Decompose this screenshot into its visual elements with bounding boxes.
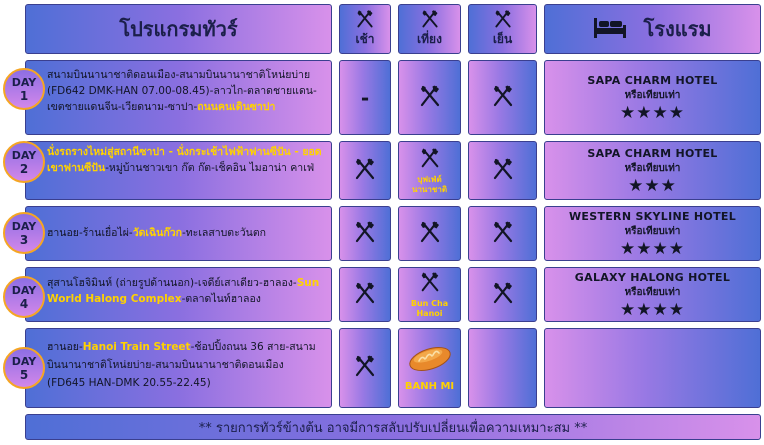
fork-knife-icon: [420, 9, 440, 29]
day-5-hotel: [544, 328, 761, 408]
day-2-breakfast: [339, 141, 391, 200]
lunch-note: BANH MI: [404, 380, 455, 392]
hotel-name: WESTERN SKYLINE HOTEL: [568, 209, 737, 223]
hotel-or-equivalent: หรือเทียบเท่า: [624, 225, 681, 237]
day-1-lunch: [398, 60, 461, 135]
header-dinner: [468, 4, 537, 54]
lunch-note: Bun Cha Hanoi: [410, 298, 449, 318]
day-2-dinner: [468, 141, 537, 200]
day-5-badge: DAY 5: [3, 347, 45, 389]
day-4-description: สุสานโฮจิมินห์ (ถ่ายรูปด้านนอก)-เจดีย์เสาเดียว-ฮาลอง-Sun World Halong Complex-ตลาดไนท์ฮาลอง: [47, 277, 320, 305]
day-4-breakfast: [339, 267, 391, 322]
fork-knife-icon: [419, 147, 441, 173]
dinner-label: เย็น: [492, 32, 513, 46]
bed-icon: [593, 15, 627, 43]
day-1-hotel: [544, 60, 761, 135]
hotel-stars: ★★★★: [620, 102, 685, 123]
fork-knife-icon: [353, 281, 377, 309]
day-3-lunch: [398, 206, 461, 261]
day-5-breakfast: [339, 328, 391, 408]
day-5-lunch: [398, 328, 461, 408]
day-5-description: ฮานอย-Hanoi Train Street-ช้อปปิ้งถนน 36 สาย-สนามบินนานาชาติโหน่ยบ่าย-สนามบินนานาชาติดอนเมือง (FD645 HAN-DMK 20.55-22.45): [47, 341, 316, 389]
hotel-stars: ★★★: [628, 175, 677, 196]
fork-knife-icon: [491, 84, 515, 112]
hotel-header-label: โรงแรม: [643, 17, 712, 41]
hotel-stars: ★★★★: [620, 299, 685, 320]
lunch-note: บุฟเฟ่ต์นานาชาติ: [411, 174, 448, 194]
no-meal-dash: -: [360, 85, 370, 110]
day-1-dinner: [468, 60, 537, 135]
hotel-stars: ★★★★: [620, 238, 685, 259]
fork-knife-icon: [418, 84, 442, 112]
footer-note-bar: [25, 414, 761, 440]
header-hotel: [544, 4, 761, 54]
fork-knife-icon: [419, 271, 441, 297]
hotel-or-equivalent: หรือเทียบเท่า: [624, 162, 681, 174]
day-4-badge: DAY 4: [3, 276, 45, 318]
day-4-lunch: [398, 267, 461, 322]
fork-knife-icon: [353, 354, 377, 382]
header-lunch: [398, 4, 461, 54]
day-3-breakfast: [339, 206, 391, 261]
fork-knife-icon: [418, 220, 442, 248]
footer-note: ** รายการทัวร์ข้างต้น อาจมีการสลับปรับเปลี่ยนเพื่อความเหมาะสม **: [198, 420, 588, 436]
day-2-description: นั่งรถรางไหม่สู่สถานีซาปา - นั่งกระเช้าไฟฟ้าฟานซีปัน - ยอดเขาฟานซีปัน-หมู่บ้านชาวเขา ก๊ต ก๊ต-เช็คอิน ไมอาน่า คาเฟ่: [47, 146, 322, 174]
fork-knife-icon: [353, 220, 377, 248]
day-2-badge: DAY 2: [3, 141, 45, 183]
day-1-breakfast: [339, 60, 391, 135]
header-breakfast: [339, 4, 391, 54]
day-5-dinner: [468, 328, 537, 408]
day-1-description: สนามบินนานาชาติดอนเมือง-สนามบินนานาชาติโหน่ยบ่าย (FD642 DMK-HAN 07.00-08.45)-ลาวไก-ตลาดชายแดน-เขตชายแดนจีน-เวียดนาม-ซาปา-ถนนคนเดินซาปา: [47, 69, 317, 113]
hotel-name: SAPA CHARM HOTEL: [587, 146, 718, 160]
program-title: โปรแกรมทัวร์: [119, 17, 238, 41]
hotel-name: GALAXY HALONG HOTEL: [574, 270, 731, 284]
hotel-or-equivalent: หรือเทียบเท่า: [624, 89, 681, 101]
fork-knife-icon: [491, 157, 515, 185]
fork-knife-icon: [491, 281, 515, 309]
fork-knife-icon: [355, 9, 375, 29]
fork-knife-icon: [493, 9, 513, 29]
breakfast-label: เช้า: [355, 32, 375, 46]
fork-knife-icon: [353, 157, 377, 185]
day-3-hotel: [544, 206, 761, 261]
day-3-dinner: [468, 206, 537, 261]
day-4-dinner: [468, 267, 537, 322]
day-4-hotel: [544, 267, 761, 322]
lunch-label: เที่ยง: [417, 32, 442, 46]
hotel-or-equivalent: หรือเทียบเท่า: [624, 286, 681, 298]
fork-knife-icon: [491, 220, 515, 248]
day-2-hotel: [544, 141, 761, 200]
hotel-name: SAPA CHARM HOTEL: [587, 73, 718, 87]
day-1-badge: DAY 1: [3, 68, 45, 110]
baguette-icon: [407, 344, 453, 378]
header-program: [25, 4, 332, 54]
day-3-badge: DAY 3: [3, 212, 45, 254]
day-2-lunch: [398, 141, 461, 200]
day-3-description: ฮานอย-ร้านเยื่อไผ่-วัดเฉินก๊วก-ทะเลสาบตะวันตก: [47, 227, 267, 239]
